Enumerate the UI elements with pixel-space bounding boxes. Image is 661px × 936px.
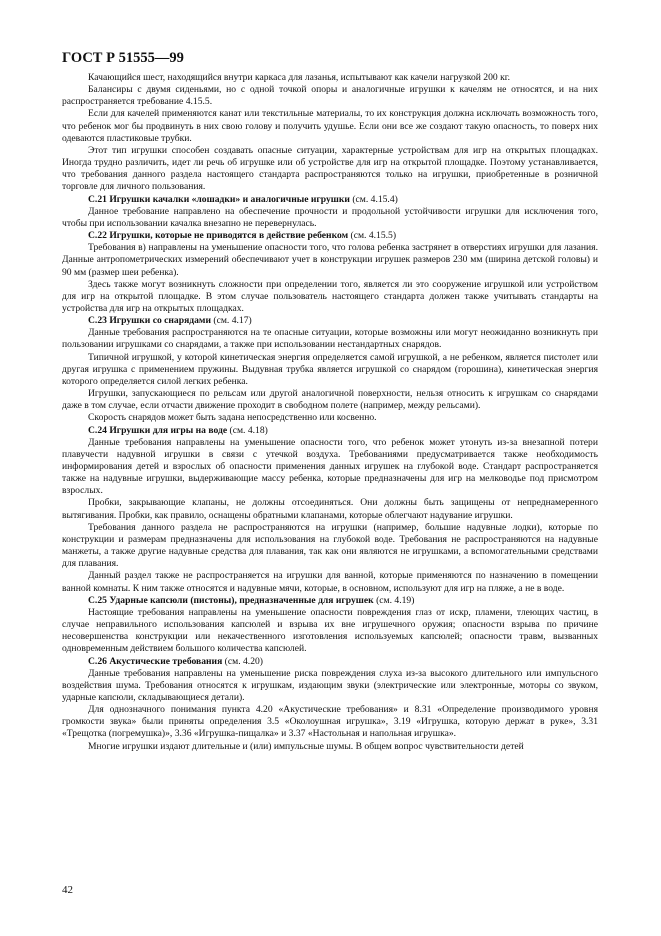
section-ref: (см. 4.19)	[373, 594, 415, 606]
section-heading-c24	[62, 425, 598, 437]
paragraph: Качающийся шест, находящийся внутри каркаса для лазанья, испытывают как качели нагрузкой 200 кг.	[88, 72, 510, 83]
section-ref: (см. 4.15.4)	[349, 193, 398, 205]
page-number: 42	[62, 884, 73, 896]
section-title: С.25 Ударные капсюли (пистоны), предназначенные для игрушек	[88, 594, 374, 606]
section-ref: (см. 4.18)	[227, 424, 268, 436]
section-title: С.26 Акустические требования	[88, 655, 223, 667]
paragraph: Данное требование направлено на обеспечение прочности и продольной устойчивости игрушки для исключения того, чтобы при использовании качалка внезапно не перевернулась.	[62, 205, 598, 229]
section-ref: (см. 4.17)	[210, 315, 252, 327]
section-heading-c21	[62, 194, 598, 206]
paragraph: Этот тип игрушки способен создавать опасные ситуации, характерные устройствам для игр на открытых площадках. Иногда трудно различить, идет ли речь об игрушке или об устройстве для игр на открытой площадке. Поэтому устанавливается, что требования данного раздела настоящего стандарта распространяются только на игрушки, приобретенные в розничной торговле для личного пользования.	[62, 144, 598, 193]
paragraph: Типичной игрушкой, у которой кинетическая энергия определяется самой игрушкой, а не ребенком, является пистолет или другая игрушка с применением пружины. Выдувная трубка является игрушкой со снарядом (горошина), кинетическая энергия которого определяется силой легких ребенка.	[62, 351, 598, 387]
paragraph: Балансиры с двумя сиденьями, но с одной точкой опоры и аналогичные игрушки к качелям не относятся, и на них распространяется требование 4.15.5.	[62, 84, 598, 108]
paragraph: Данные требования направлены на уменьшение опасности того, что ребенок может утонуть из-за внезапной потери плавучести надувной игрушки в связи с утечкой воздуха. Требованиями предусматривается также необходимость информирования детей и взрослых об опасности применения данных игрушек на глубокой воде. Стандарт распространяется также на надувные игрушки, выдерживающие массу ребенка, которые предназначены для игр на мелководье под присмотром взрослых.	[62, 436, 598, 497]
paragraph: Пробки, закрывающие клапаны, не должны отсоединяться. Они должны быть защищены от непреднамеренного вытягивания. Пробки, как правило, оснащены обратными клапанами, которые облегчают надувание игрушки.	[62, 497, 598, 521]
paragraph: Если для качелей применяются канат или текстильные материалы, то их конструкция должна исключать возможность того, что ребенок мог бы продвинуть в них свою голову и получить удушье. Если они все же создают такую опасность, то поверх них одеваются пластиковые трубки.	[62, 108, 598, 144]
paragraph: Скорость снарядов может быть задана непосредственно или косвенно.	[88, 412, 377, 424]
section-heading-c22	[62, 230, 598, 242]
section-title: С.21 Игрушки качалки «лошадки» и аналогичные игрушки	[88, 193, 350, 205]
paragraph: Игрушки, запускающиеся по рельсам или другой аналогичной поверхности, нельзя относить к игрушкам со снарядами даже в том случае, если отчасти движение проходит в свободном полете (например, между рельсами).	[62, 388, 598, 412]
document-body	[62, 72, 598, 753]
section-heading-c25	[62, 595, 598, 607]
section-title: С.24 Игрушки для игры на воде	[88, 424, 228, 436]
document-header: ГОСТ Р 51555—99	[62, 50, 184, 66]
paragraph: Здесь также могут возникнуть сложности при определении того, является ли это сооружение игрушкой или устройством для игр на открытой площадке. В этом случае пользователь настоящего стандарта должен также учитывать стандарты на устройства для игр на открытых площадках.	[62, 278, 598, 314]
paragraph: Данные требования распространяются на те опасные ситуации, которые возможны или могут неожиданно возникнуть при пользовании игрушками со снарядами, а также при использовании нестандартных снарядов.	[62, 327, 598, 351]
section-title: С.23 Игрушки со снарядами	[88, 315, 211, 327]
section-heading-c23	[62, 315, 598, 327]
section-heading-c26	[62, 656, 598, 668]
section-ref: (см. 4.20)	[222, 655, 263, 667]
section-title: С.22 Игрушки, которые не приводятся в действие ребенком	[88, 230, 349, 242]
section-ref: (см. 4.15.5)	[348, 230, 397, 242]
paragraph: Для однозначного понимания пункта 4.20 «Акустические требования» и 8.31 «Определение производимого уровня громкости звука» были приняты определения 3.5 «Околоушная игрушка», 3.19 «Игрушка, которую держат в руке», 3.31 «Трещотка (погремушка)», 3.36 «Игрушка-пищалка» и 3.37 «Настольная и напольная игрушка».	[62, 704, 598, 740]
paragraph: Требования данного раздела не распространяются на игрушки (например, большие надувные лодки), которые по конструкции и размерам предназначены для использования на глубокой воде. Требования не распространяются на надувные манжеты, а также другие надувные средства для плавания, так как они являются не игрушками, а вспомогательными средствами для плавания.	[62, 521, 598, 570]
paragraph: Требования в) направлены на уменьшение опасности того, что голова ребенка застрянет в отверстиях игрушки для лазания. Данные антропометрических измерений обеспечивают учет в конструкции игрушек размеров 230 мм (ширина детской головы) и 90 мм (размер шеи ребенка).	[62, 242, 598, 278]
paragraph: Данные требования направлены на уменьшение риска повреждения слуха из-за высокого длительного или импульсного воздействия шума. Требования относятся к игрушкам, издающим звуки (электрические или электронные, моторы со звуком, ударные капсюли, складывающиеся детали).	[62, 667, 598, 703]
paragraph: Настоящие требования направлены на уменьшение опасности повреждения глаз от искр, пламени, тлеющих частиц, в случае неправильного использования капсюлей и взрыва их вне игрушечного оружия; опасности взрыва по причине несовершенства конструкции или некачественного изготовления используемых капсюлей; опасности травм, вызванных одновременным действием большого количества капсюлей.	[62, 606, 598, 655]
paragraph: Многие игрушки издают длительные и (или) импульсные шумы. В общем вопрос чувствительности детей	[88, 740, 524, 752]
paragraph: Данный раздел также не распространяется на игрушки для ванной, которые применяются по назначению в помещении ванной комнаты. К ним также относятся и надувные мячи, которые, в основном, используют для игр на пляже, а не в воде.	[62, 570, 598, 594]
